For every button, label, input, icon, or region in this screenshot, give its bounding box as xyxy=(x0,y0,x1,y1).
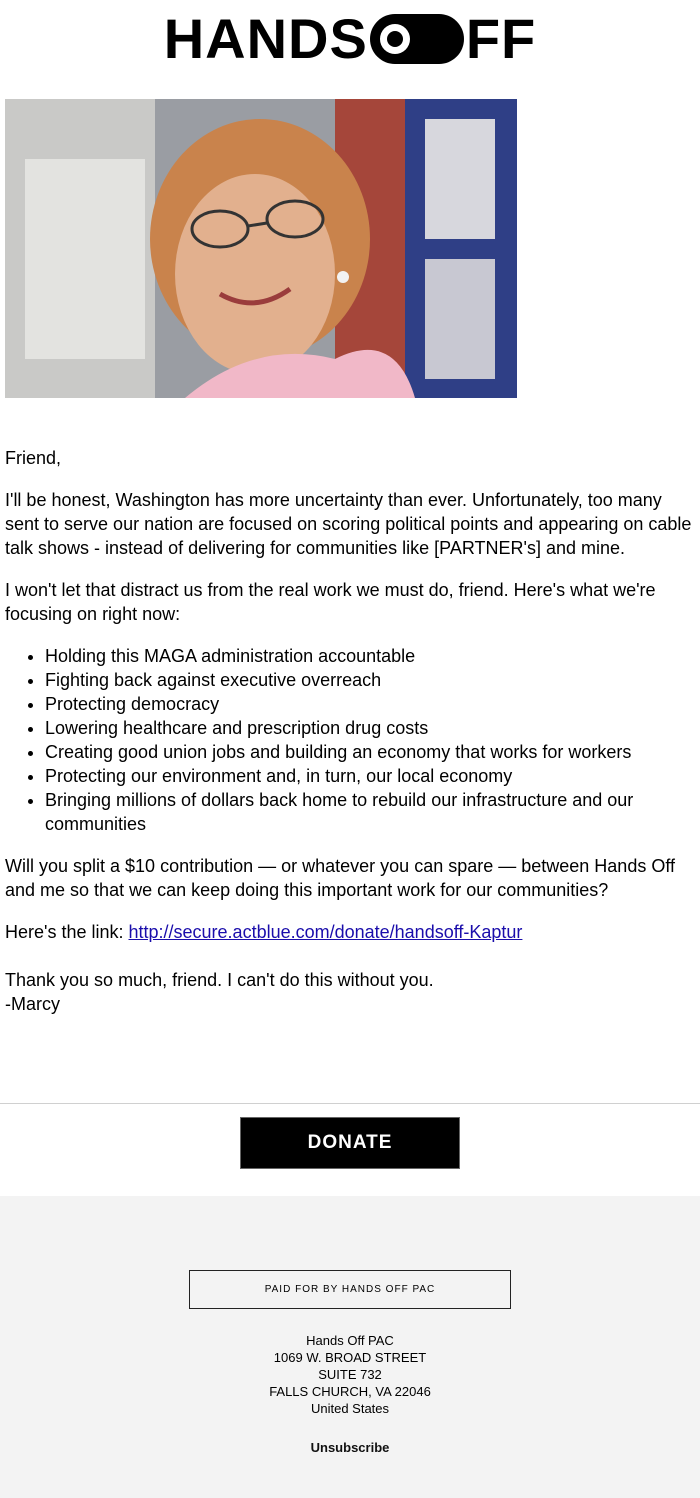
address-line: SUITE 732 xyxy=(318,1367,382,1382)
unsubscribe-link[interactable]: Unsubscribe xyxy=(310,1440,390,1455)
greeting: Friend, xyxy=(5,448,62,468)
thanks-line: Thank you so much, friend. I can't do this without you. xyxy=(5,970,434,990)
paragraph-intro: I'll be honest, Washington has more uncertainty than ever. Unfortunately, too many sent to serve our nation are focused on scoring political points and appearing on cable talk shows - instead of delivering for communities like [PARTNER's] and mine. xyxy=(5,490,692,558)
address-line: FALLS CHURCH, VA 22046 xyxy=(269,1384,431,1399)
address-line: United States xyxy=(310,1401,390,1416)
link-prefix: Here's the link: xyxy=(5,922,129,942)
address-line: Hands Off PAC xyxy=(306,1333,394,1348)
divider xyxy=(0,1103,700,1104)
list-item: • Bringing millions of dollars back home to rebuild our infrastructure and our communities xyxy=(45,788,695,836)
logo-text-right: FF xyxy=(465,7,537,70)
paragraph-ask: Will you split a $10 contribution — or whatever you can spare — between Hands Off and me so that we can keep doing this important work for our communities? xyxy=(5,856,676,900)
address-line: 1069 W. BROAD STREET xyxy=(273,1350,427,1365)
list-item: • Creating good union jobs and building an economy that works for workers xyxy=(45,740,695,764)
logo-text-left: HANDS xyxy=(163,7,368,70)
closing xyxy=(5,968,695,1016)
footer xyxy=(0,1196,700,1498)
list-item: • Protecting democracy xyxy=(45,692,695,716)
list-item: • Fighting back against executive overreach xyxy=(45,668,695,692)
link-paragraph xyxy=(5,920,695,944)
hands-off-logo xyxy=(0,7,700,70)
list-item: • Protecting our environment and, in turn, our local economy xyxy=(45,764,695,788)
email-body xyxy=(5,446,695,1034)
paid-for-disclaimer: PAID FOR BY HANDS OFF PAC xyxy=(189,1270,511,1309)
list-item: • Holding this MAGA administration accountable xyxy=(45,644,695,668)
hero-photo xyxy=(5,99,517,398)
mailing-address xyxy=(0,1332,700,1417)
paragraph-focus: I won't let that distract us from the real work we must do, friend. Here's what we're focusing on right now: xyxy=(5,580,656,624)
priorities-list xyxy=(5,644,695,836)
logo-toggle-icon xyxy=(370,14,464,64)
signature: -Marcy xyxy=(5,994,60,1014)
list-item: • Lowering healthcare and prescription drug costs xyxy=(45,716,695,740)
donate-button[interactable]: DONATE xyxy=(240,1117,460,1169)
donate-link[interactable]: http://secure.actblue.com/donate/handsoff-Kaptur xyxy=(128,922,523,942)
